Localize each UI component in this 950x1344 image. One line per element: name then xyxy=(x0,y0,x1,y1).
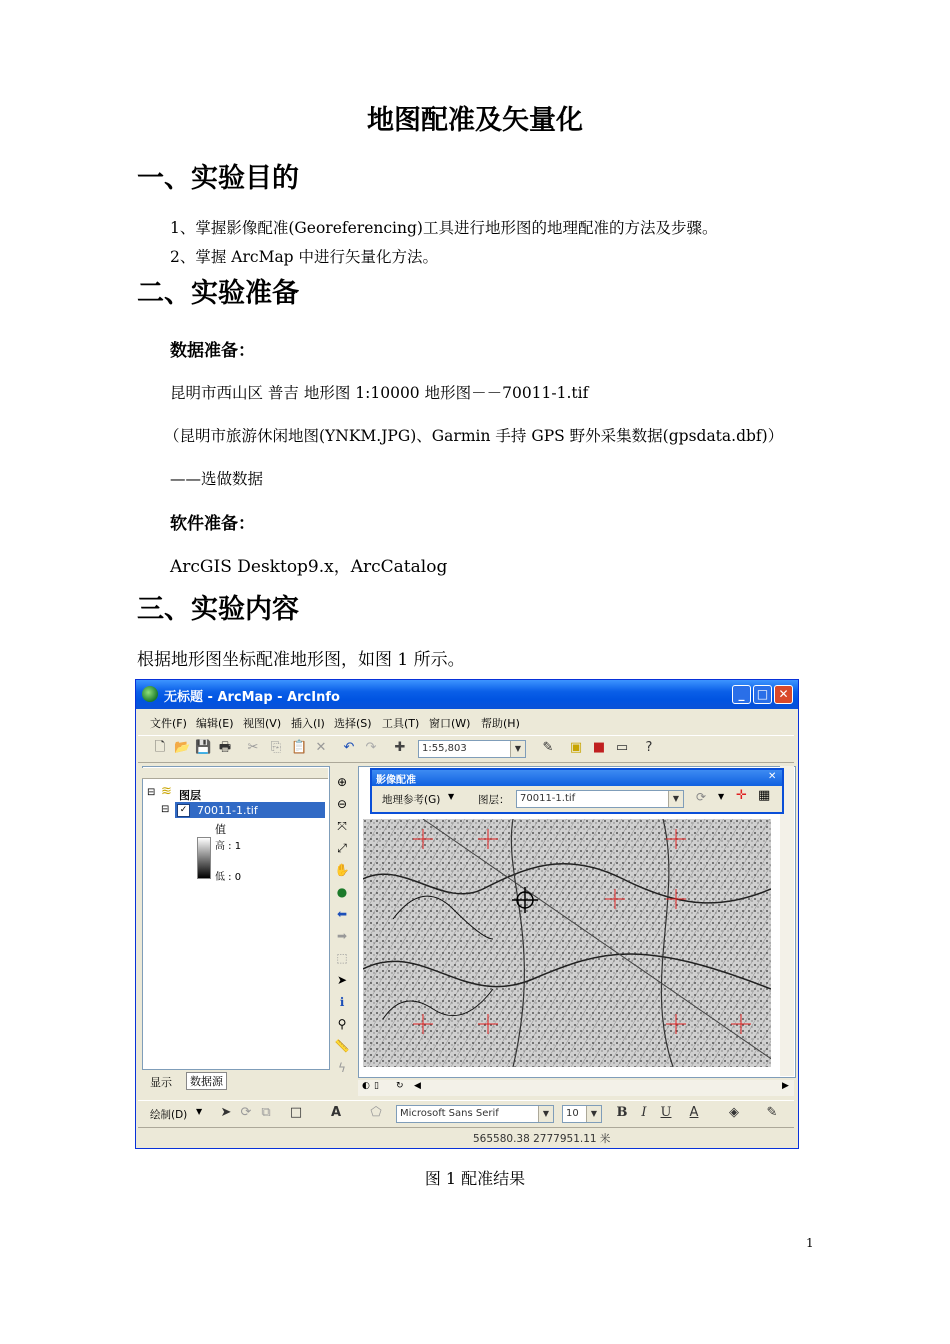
text-icon[interactable]: A xyxy=(330,1105,342,1120)
fixed-zoom-out-icon[interactable]: ⤢ xyxy=(337,841,347,855)
standard-toolbar xyxy=(138,735,794,763)
scroll-right-icon[interactable]: ▶ xyxy=(782,1081,789,1091)
tab-source[interactable]: 数据源 xyxy=(186,1072,227,1090)
bold-icon[interactable]: B xyxy=(616,1105,628,1120)
drawing-toolbar xyxy=(138,1100,794,1128)
figure-caption: 图 1 配准结果 xyxy=(424,1169,526,1188)
edit-vertices-icon[interactable]: ⬠ xyxy=(370,1105,382,1120)
copy-icon[interactable]: ⎘ xyxy=(270,740,282,755)
rotate-icon[interactable]: ⟳ xyxy=(240,1105,252,1120)
identify-icon[interactable]: ℹ xyxy=(339,995,345,1009)
table-of-contents xyxy=(142,766,330,1070)
tools-toolbar xyxy=(330,768,354,1074)
zoom-out-icon[interactable]: ⊖ xyxy=(336,797,348,811)
arccatalog-icon[interactable]: ▣ xyxy=(569,740,583,755)
font-size-value: 10 xyxy=(566,1108,579,1119)
chevron-down-icon: ▼ xyxy=(510,741,525,757)
horizontal-scrollbar[interactable] xyxy=(358,1080,794,1096)
back-icon[interactable]: ⬅ xyxy=(336,907,348,921)
zoom-to-selected-icon[interactable]: ⧉ xyxy=(261,1105,271,1120)
coordinates-readout: 565580.38 2777951.11 米 xyxy=(473,1133,611,1145)
font-name-combo[interactable] xyxy=(396,1105,554,1123)
arcmap-globe-icon xyxy=(142,686,158,702)
georef-titlebar xyxy=(372,770,782,786)
add-control-points-icon[interactable]: ✛ xyxy=(736,788,747,803)
georef-title: 影像配准 xyxy=(376,775,416,786)
map-texture xyxy=(363,819,771,1067)
close-icon[interactable]: ✕ xyxy=(768,771,777,782)
page-number: 1 xyxy=(806,1236,814,1250)
layers-icon: ≋ xyxy=(161,784,172,799)
redo-icon[interactable]: ↷ xyxy=(365,740,377,755)
menu-bar xyxy=(136,709,798,733)
collapse-icon[interactable]: ⊟ xyxy=(147,787,156,798)
legend-low: 低 : 0 xyxy=(215,872,242,883)
add-data-icon[interactable]: ✚ xyxy=(394,740,406,755)
undo-icon[interactable]: ↶ xyxy=(343,740,355,755)
arctoolbox-icon[interactable]: ■ xyxy=(592,740,606,755)
minimize-button[interactable]: _ xyxy=(732,685,751,704)
save-icon[interactable]: 💾 xyxy=(195,740,212,755)
cut-icon[interactable]: ✂ xyxy=(247,740,259,755)
line-color-icon[interactable]: ✎ xyxy=(766,1105,778,1120)
layers-root-label[interactable]: 图层 xyxy=(179,789,201,802)
data-line-2: （昆明市旅游休闲地图(YNKM.JPG)、Garmin 手持 GPS 野外采集数据(gpsdata.dbf)） xyxy=(164,427,784,445)
underline-icon[interactable]: U xyxy=(660,1105,672,1120)
editor-icon[interactable]: ✎ xyxy=(542,740,554,755)
fixed-zoom-in-icon[interactable]: ⤧ xyxy=(337,819,347,833)
scroll-left-icon[interactable]: ◀ xyxy=(414,1081,421,1091)
software-line: ArcGIS Desktop9.x，ArcCatalog xyxy=(170,557,448,577)
topographic-map-image xyxy=(363,819,771,1067)
data-line-3: ——选做数据 xyxy=(170,470,264,488)
menu-file[interactable]: 文件(F) xyxy=(150,717,187,730)
status-bar xyxy=(138,1128,796,1146)
title-bar xyxy=(136,680,798,709)
new-icon[interactable]: 🗋 xyxy=(154,740,166,755)
menu-edit[interactable]: 编辑(E) xyxy=(196,717,234,730)
hyperlink-icon[interactable]: ϟ xyxy=(338,1061,346,1075)
stretch-ramp xyxy=(197,837,211,879)
chevron-down-icon[interactable]: ▼ xyxy=(448,792,455,801)
command-line-icon[interactable]: ▭ xyxy=(615,740,629,755)
data-line-1: 昆明市西山区 普吉 地形图 1:10000 地形图－－70011-1.tif xyxy=(170,384,589,402)
select-elements-icon[interactable]: ➤ xyxy=(220,1105,232,1120)
arcmap-window xyxy=(135,679,799,1149)
chevron-down-icon[interactable]: ▼ xyxy=(196,1107,203,1116)
map-scale-value: 1:55,803 xyxy=(422,743,467,754)
italic-icon[interactable]: I xyxy=(641,1105,647,1120)
font-size-combo[interactable] xyxy=(562,1105,602,1123)
section-heading-2: 二、实验准备 xyxy=(137,278,299,309)
open-icon[interactable]: 📂 xyxy=(174,740,191,755)
find-icon[interactable]: ⚲ xyxy=(337,1017,347,1031)
chevron-down-icon: ▼ xyxy=(668,791,683,807)
select-pointer-icon[interactable]: ➤ xyxy=(336,973,348,987)
georef-layer-label: 图层： xyxy=(478,794,510,806)
close-button[interactable]: ✕ xyxy=(774,685,793,704)
rectangle-icon[interactable]: □ xyxy=(289,1105,303,1120)
software-prep-heading: 软件准备： xyxy=(170,514,255,534)
paste-icon[interactable]: 📋 xyxy=(291,740,308,755)
menu-select[interactable]: 选择(S) xyxy=(334,717,372,730)
view-link-table-icon[interactable]: ▦ xyxy=(758,788,771,803)
menu-tools[interactable]: 工具(T) xyxy=(382,717,420,730)
maximize-button[interactable]: □ xyxy=(753,685,772,704)
legend-high: 高 : 1 xyxy=(215,841,242,852)
section-heading-1: 一、实验目的 xyxy=(137,163,299,194)
paragraph-objective-1: 1、掌握影像配准(Georeferencing)工具进行地形图的地理配准的方法及步骤。 xyxy=(170,219,718,237)
measure-icon[interactable]: 📏 xyxy=(334,1039,350,1053)
whats-this-icon[interactable]: ? xyxy=(645,740,653,755)
menu-window[interactable]: 窗口(W) xyxy=(429,717,471,730)
layer-visibility-checkbox[interactable]: ✓ xyxy=(177,804,190,817)
fill-color-icon[interactable]: ◈ xyxy=(729,1105,739,1120)
zoom-in-icon[interactable]: ⊕ xyxy=(336,775,348,789)
document-title: 地图配准及矢量化 xyxy=(367,105,583,136)
print-icon[interactable]: 🖶 xyxy=(218,740,232,755)
forward-icon[interactable]: ➡ xyxy=(336,929,348,943)
georeferencing-toolbar xyxy=(370,768,784,814)
menu-help[interactable]: 帮助(H) xyxy=(481,717,520,730)
chevron-down-icon: ▼ xyxy=(538,1106,553,1122)
collapse-icon[interactable]: ⊟ xyxy=(161,804,170,815)
select-elements-icon[interactable]: ⬚ xyxy=(336,951,348,965)
georef-layer-value: 70011-1.tif xyxy=(520,793,576,804)
pan-icon[interactable]: ✋ xyxy=(334,863,350,877)
paragraph-content: 根据地形图坐标配准地形图，如图 1 所示。 xyxy=(137,650,465,670)
font-color-icon[interactable]: A xyxy=(689,1105,699,1120)
layout-view-icon[interactable]: ▯ xyxy=(374,1081,379,1091)
data-view-icon[interactable]: ◐ xyxy=(362,1081,370,1091)
toc-header-bar xyxy=(142,768,328,779)
chevron-down-icon[interactable]: ▼ xyxy=(718,792,725,801)
delete-icon[interactable]: ✕ xyxy=(315,740,327,755)
paragraph-objective-2: 2、掌握 ArcMap 中进行矢量化方法。 xyxy=(170,248,439,266)
rotate-icon[interactable]: ⟳ xyxy=(696,790,707,804)
georef-layer-combo[interactable] xyxy=(516,790,684,808)
data-prep-heading: 数据准备： xyxy=(170,341,255,361)
section-heading-3: 三、实验内容 xyxy=(137,594,299,625)
legend-value-label: 值 xyxy=(215,823,226,836)
layer-name[interactable]: 70011-1.tif xyxy=(197,804,258,817)
full-extent-icon[interactable]: ● xyxy=(336,885,348,899)
menu-insert[interactable]: 插入(I) xyxy=(291,717,325,730)
window-title: 无标题 - ArcMap - ArcInfo xyxy=(164,690,340,705)
font-name-value: Microsoft Sans Serif xyxy=(400,1108,499,1119)
toc-tabs xyxy=(142,1072,328,1090)
drawing-menu[interactable]: 绘制(D) xyxy=(150,1109,188,1121)
map-scale-combo[interactable] xyxy=(418,740,526,758)
tab-display[interactable]: 显示 xyxy=(150,1076,172,1089)
georef-menu[interactable]: 地理参考(G) xyxy=(382,794,441,806)
chevron-down-icon: ▼ xyxy=(586,1106,601,1122)
refresh-icon[interactable]: ↻ xyxy=(396,1081,404,1091)
menu-view[interactable]: 视图(V) xyxy=(243,717,282,730)
